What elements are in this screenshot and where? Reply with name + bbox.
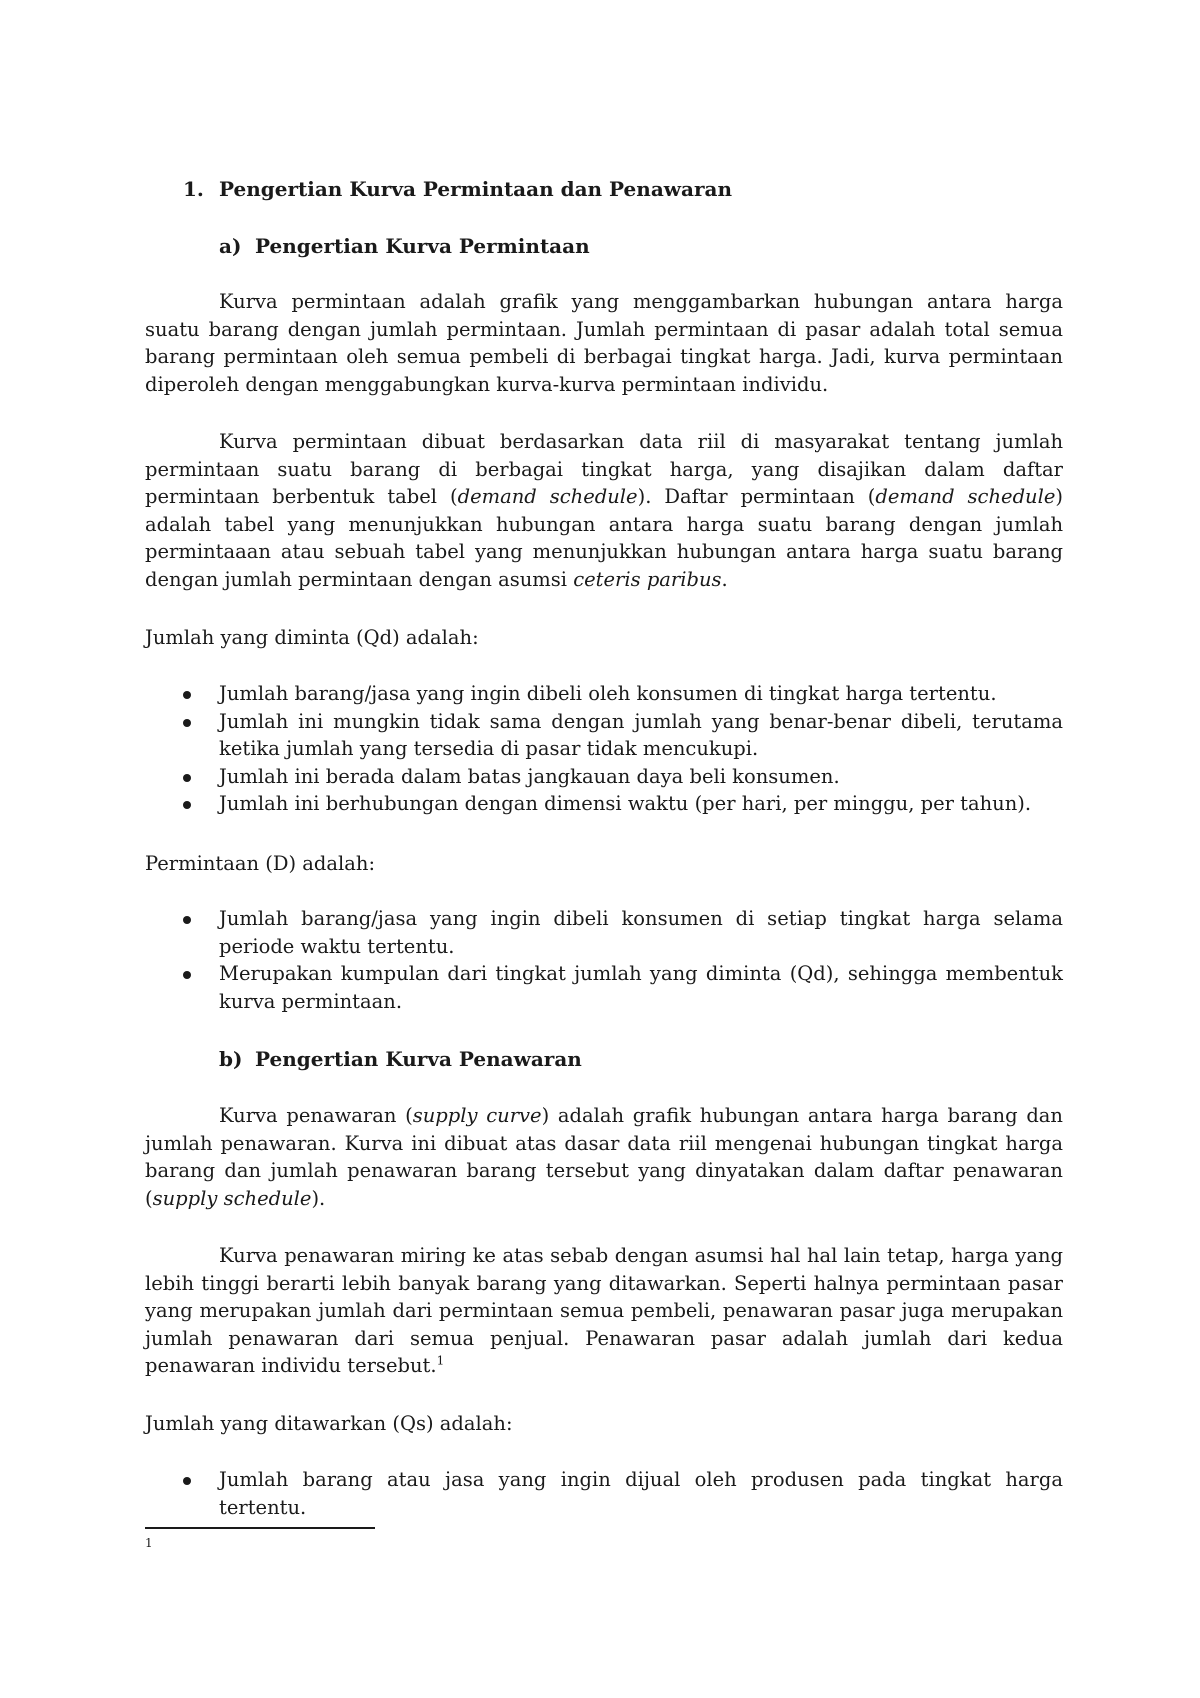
footnote-mark: 1: [145, 1536, 153, 1550]
bullet-icon: [183, 1477, 191, 1485]
section-heading: [183, 177, 732, 201]
paragraph-a2-text-4: .: [721, 567, 728, 591]
term-demand-schedule-2: demand schedule: [875, 485, 1056, 509]
paragraph-b1-text-1: Kurva penawaran (: [219, 1104, 413, 1127]
bullet-icon: [183, 801, 191, 809]
term-supply-curve: supply curve: [412, 1104, 542, 1127]
qd-intro: Jumlah yang diminta (Qd) adalah:: [145, 626, 479, 649]
paragraph-b1: [145, 1102, 1063, 1212]
bullet-icon: [183, 971, 191, 979]
section-number: 1.: [183, 177, 204, 201]
bullet-icon: [183, 916, 191, 924]
d-list: [145, 905, 1063, 1015]
bullet-icon: [183, 719, 191, 727]
paragraph-a2-text-1: Kurva permintaan dibuat berdasarkan data riil di masyarakat tentang jumlah permintaan suatu barang di berbagai tingkat harga, yang disajikan dalam daftar permintaan berbentuk tabel (: [145, 430, 1063, 509]
footnote-reference: 1: [436, 1353, 445, 1368]
list-item-text: Jumlah ini berada dalam batas jangkauan daya beli konsumen.: [219, 764, 840, 788]
list-item: [145, 905, 1063, 960]
d-intro: Permintaan (D) adalah:: [145, 852, 376, 875]
subsection-heading-a: [219, 234, 590, 258]
list-item-text: Merupakan kumpulan dari tingkat jumlah yang diminta (Qd), sehingga membentuk kurva permintaan.: [219, 962, 1063, 1013]
term-supply-schedule: supply schedule: [152, 1186, 312, 1210]
paragraph-b2-text: Kurva penawaran miring ke atas sebab dengan asumsi hal hal lain tetap, harga yang lebih tinggi berarti lebih banyak barang yang ditawarkan. Seperti halnya permintaan pasar yang merupakan jumlah dari permintaan semua pembeli, penawaran pasar juga merupakan jumlah penawaran dari semua penjual. Penawaran pasar adalah jumlah dari kedua penawaran individu tersebut.: [145, 1244, 1063, 1378]
paragraph-a1: [145, 288, 1063, 398]
list-item-text: Jumlah barang atau jasa yang ingin dijual oleh produsen pada tingkat harga tertentu.: [219, 1468, 1063, 1519]
list-item: [145, 680, 1063, 708]
paragraph-b1-text-2: ) adalah grafik hubungan antara harga barang dan jumlah penawaran. Kurva ini dibuat atas dasar data riil mengenai hubungan tingkat harga barang dan jumlah penawaran barang tersebut yang dinyatakan dalam daftar penawaran (: [145, 1104, 1063, 1210]
qs-intro: Jumlah yang ditawarkan (Qs) adalah:: [145, 1412, 513, 1435]
paragraph-a1-text: Kurva permintaan adalah grafik yang menggambarkan hubungan antara harga suatu barang dengan jumlah permintaan. Jumlah permintaan di pasar adalah total semua barang permintaan oleh semua pembeli di berbagai tingkat harga. Jadi, kurva permintaan diperoleh dengan menggabungkan kurva-kurva permintaan individu.: [145, 290, 1063, 396]
paragraph-a2-text-3: ) adalah tabel yang menunjukkan hubungan antara harga suatu barang dengan jumlah permintaaan atau sebuah tabel yang menunjukkan hubungan antara harga suatu barang dengan jumlah permintaan dengan asumsi: [145, 485, 1063, 591]
qs-list: [145, 1466, 1063, 1521]
list-item-text: Jumlah ini berhubungan dengan dimensi waktu (per hari, per minggu, per tahun).: [219, 792, 1032, 816]
term-demand-schedule-1: demand schedule: [457, 485, 638, 509]
bullet-icon: [183, 774, 191, 782]
paragraph-a2: [145, 428, 1063, 594]
list-item: [145, 763, 1063, 791]
subsection-a-number: a): [219, 234, 242, 258]
section-title: Pengertian Kurva Permintaan dan Penawaran: [219, 177, 732, 201]
bullet-icon: [183, 691, 191, 699]
paragraph-b2: [145, 1242, 1063, 1380]
subsection-b-title: Pengertian Kurva Penawaran: [255, 1047, 582, 1071]
paragraph-a2-text-2: ). Daftar permintaan (: [637, 485, 876, 509]
paragraph-b1-text-3: ).: [311, 1186, 326, 1210]
list-item: [145, 960, 1063, 1015]
list-item: [145, 1466, 1063, 1521]
footnote-separator: [145, 1527, 375, 1529]
subsection-a-title: Pengertian Kurva Permintaan: [255, 234, 590, 258]
qd-list: [145, 680, 1063, 818]
subsection-b-number: b): [219, 1047, 243, 1071]
list-item-text: Jumlah barang/jasa yang ingin dibeli konsumen di setiap tingkat harga selama periode waktu tertentu.: [219, 907, 1063, 958]
list-item: [145, 708, 1063, 763]
subsection-heading-b: [219, 1047, 582, 1071]
list-item-text: Jumlah ini mungkin tidak sama dengan jumlah yang benar-benar dibeli, terutama ketika jumlah yang tersedia di pasar tidak mencukupi.: [219, 709, 1063, 761]
term-ceteris-paribus: ceteris paribus: [573, 567, 722, 591]
list-item: [145, 790, 1063, 818]
list-item-text: Jumlah barang/jasa yang ingin dibeli oleh konsumen di tingkat harga tertentu.: [219, 682, 997, 705]
